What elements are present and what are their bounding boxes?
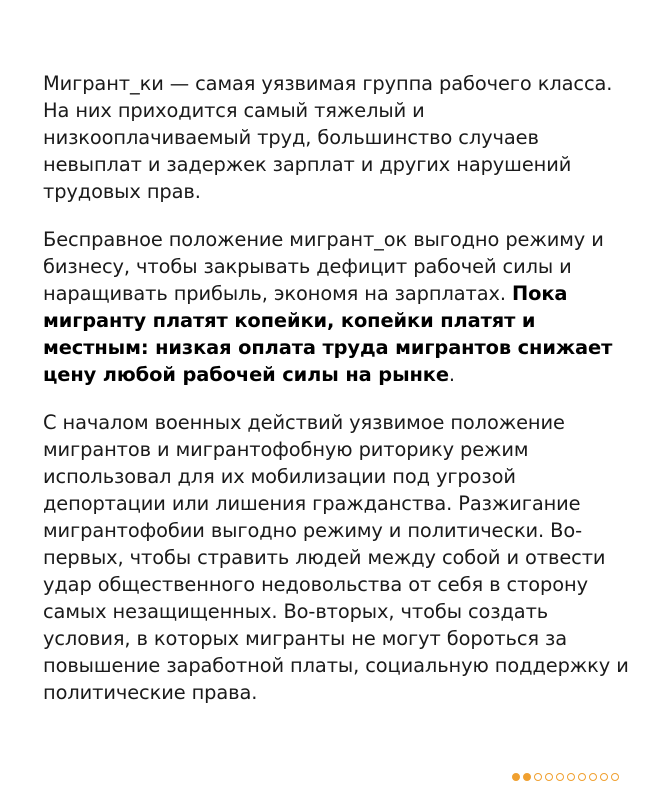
paragraph-migrants-vulnerable <box>43 70 629 205</box>
pagination-dot-4[interactable] <box>545 773 553 781</box>
pagination-dot-6[interactable] <box>567 773 575 781</box>
pagination-dot-7[interactable] <box>578 773 586 781</box>
paragraph-business-benefit <box>43 226 629 388</box>
pagination-dot-9[interactable] <box>600 773 608 781</box>
pagination-dot-1[interactable] <box>512 773 520 781</box>
pagination-dot-5[interactable] <box>556 773 564 781</box>
pagination-dot-3[interactable] <box>534 773 542 781</box>
paragraph-war-mobilization <box>43 409 629 706</box>
carousel-pagination <box>512 773 619 781</box>
paragraph-1-text: Мигрант_ки — самая уязвимая группа рабочего класса. На них приходится самый тяжелый и низкооплачиваемый труд, большинство случаев невыплат и задержек зарплат и других нарушений трудовых прав. <box>43 72 613 203</box>
paragraph-2-text: Бесправное положение мигрант_ок выгодно режиму и бизнесу, чтобы закрывать дефицит рабочей силы и наращивать прибыль, экономя на зарплатах. <box>43 228 604 305</box>
paragraph-3-text: С началом военных действий уязвимое положение мигрантов и мигрантофобную риторику режим использовал для их мобилизации под угрозой депортации или лишения гражданства. Разжигание мигрантофобии выгодно режиму и политически. Во-первых, чтобы стравить людей между собой и отвести удар общественного недовольства от себя в сторону самых незащищенных. Во-вторых, чтобы создать условия, в которых мигранты не могут бороться за повышение заработной платы, социальную поддержку и политические права. <box>43 411 629 704</box>
pagination-dot-2[interactable] <box>523 773 531 781</box>
paragraph-2-emphasis: Пока мигранту платят копейки, копейки платят и местным: низкая оплата труда мигрантов снижает цену любой рабочей силы на рынке <box>43 282 613 386</box>
pagination-dot-8[interactable] <box>589 773 597 781</box>
paragraph-2-period: . <box>448 363 455 386</box>
pagination-dot-10[interactable] <box>611 773 619 781</box>
